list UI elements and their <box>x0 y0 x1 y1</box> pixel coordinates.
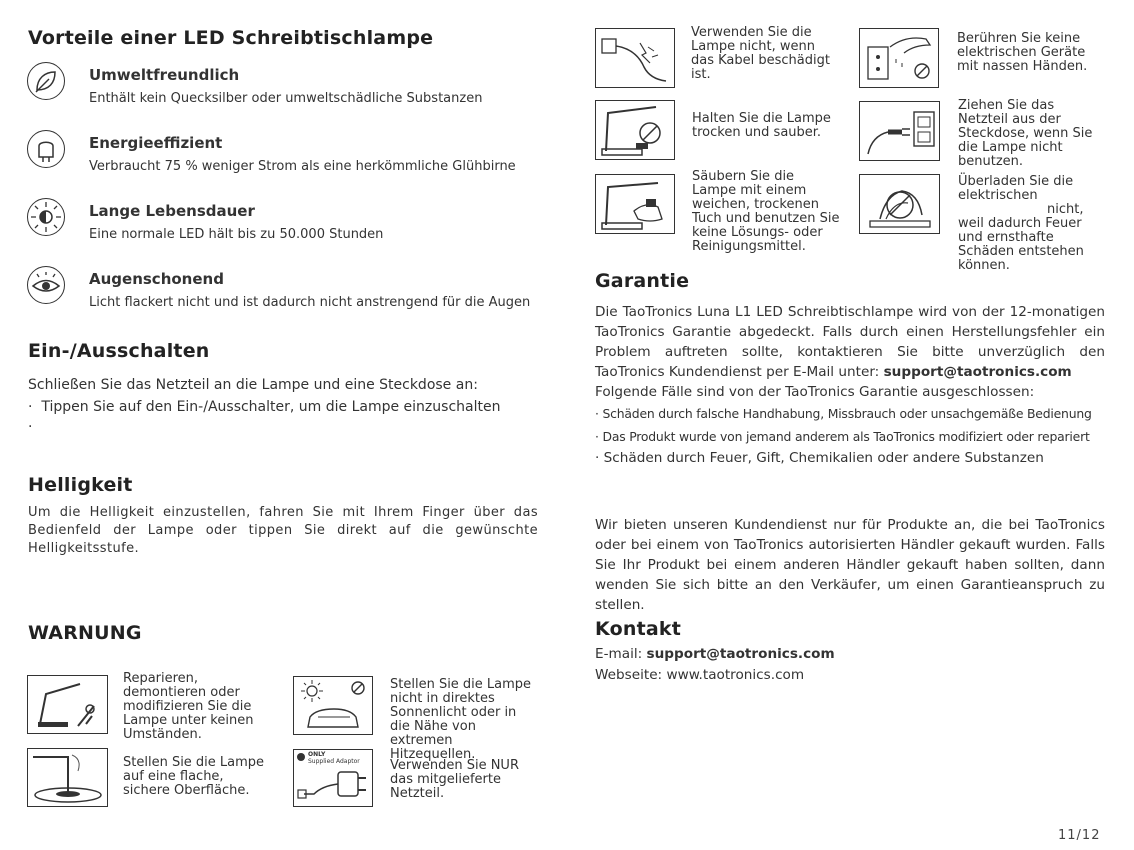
damaged-cable-icon <box>595 28 675 88</box>
warning-text: Verwenden Sie NUR das mitgelieferte Netzteil. <box>390 758 519 801</box>
guarantee-paragraph-2: Wir bieten unseren Kundendienst nur für Produkte an, die bei TaoTronics oder bei einem von TaoTronics autorisierten Händler gekauft wurden. Falls Sie Ihr Produkt bei einem anderen Händler gekauft haben sollten, dann wenden Sie sich bitte an den Verkäufer, um einen Garantieanspruch zu stellen. <box>595 517 1105 613</box>
excluded-item: · Schäden durch falsche Handhabung, Missbrauch oder unsachgemäße Bedienung <box>595 406 1092 421</box>
guarantee-paragraph <box>595 302 1105 382</box>
section-title-advantages: Vorteile einer LED Schreibtischlampe <box>28 27 434 49</box>
warning-text: Verwenden Sie die Lampe nicht, wenn das Kabel beschädigt ist. <box>691 25 830 82</box>
warning-text: Reparieren, demontieren oder modifizieren Sie die Lampe unter keinen Umständen. <box>123 671 254 742</box>
plug-icon <box>27 130 65 168</box>
warning-text: Säubern Sie die Lampe mit einem weichen, trockenen Tuch und benutzen Sie keine Lösungs- oder Reinigungsmittel. <box>692 169 840 254</box>
lamp-repair-icon <box>27 675 108 734</box>
guarantee-text: Die TaoTronics Luna L1 LED Schreibtischlampe wird von der 12-monatigen TaoTronics Garantie abgedeckt. Falls durch einen Herstellungsfehler ein Problem auftreten sollte, kontaktieren Sie bitte unverzüglich den TaoTronics Kundendienst per E-Mail unter: <box>595 304 1105 380</box>
warning-text: Überladen Sie die elektrischen <box>958 174 1074 203</box>
sun-icon <box>27 198 65 236</box>
contact-email-label: E-mail: <box>595 646 647 662</box>
guarantee-email: support@taotronics.com <box>883 364 1072 380</box>
excluded-item-text: Das Produkt wurde von jemand anderem als TaoTronics modifiziert oder repariert <box>602 429 1090 444</box>
section-title-guarantee: Garantie <box>595 270 690 292</box>
lamp-dry-icon <box>595 100 675 160</box>
wet-hands-icon <box>859 28 939 88</box>
info-dot-icon <box>297 753 305 761</box>
unplug-icon <box>859 101 940 161</box>
onoff-bullet: · Tippen Sie auf den Ein-/Ausschalter, um die Lampe einzuschalten <box>28 399 501 415</box>
page-number: 11/12 <box>1058 828 1101 843</box>
warning-text: Stellen Sie die Lampe nicht in direktes Sonnenlicht oder in die Nähe von extremen Hitzequellen. <box>390 677 532 762</box>
leaf-icon <box>27 62 65 100</box>
overload-icon <box>859 174 940 234</box>
warning-text: Stellen Sie die Lampe auf eine flache, sichere Oberfläche. <box>123 755 265 798</box>
feature-text: Licht flackert nicht und ist dadurch nicht anstrengend für die Augen <box>89 295 531 310</box>
onoff-intro: Schließen Sie das Netzteil an die Lampe und eine Steckdose an: <box>28 377 478 393</box>
adapter-badge-line2: Supplied Adaptor <box>308 758 360 765</box>
warning-text: Ziehen Sie das Netzteil aus der Steckdose, wenn Sie die Lampe nicht benutzen. <box>958 98 1093 169</box>
warning-text: nicht, weil dadurch Feuer und ernsthafte Schäden entstehen können. <box>958 202 1084 273</box>
warning-text: Halten Sie die Lampe trocken und sauber. <box>692 111 831 140</box>
feature-text: Eine normale LED hält bis zu 50.000 Stunden <box>89 227 384 242</box>
excluded-item: · Das Produkt wurde von jemand anderem als TaoTronics modifiziert oder repariert <box>595 429 1090 444</box>
section-title-onoff: Ein-/Ausschalten <box>28 340 210 362</box>
adapter-badge-line1: ONLY <box>308 751 326 758</box>
lamp-clean-icon <box>595 174 675 234</box>
sun-car-icon <box>293 676 373 735</box>
section-title-contact: Kontakt <box>595 618 681 640</box>
section-title-brightness: Helligkeit <box>28 474 133 496</box>
feature-heading: Lange Lebensdauer <box>89 202 255 220</box>
feature-text: Verbraucht 75 % weniger Strom als eine herkömmliche Glühbirne <box>89 159 516 174</box>
feature-heading: Augenschonend <box>89 270 224 288</box>
excluded-item-text: Schäden durch Feuer, Gift, Chemikalien oder andere Substanzen <box>603 450 1044 466</box>
excluded-item: · Schäden durch Feuer, Gift, Chemikalien oder andere Substanzen <box>595 450 1044 466</box>
onoff-bullet-text: Tippen Sie auf den Ein-/Ausschalter, um die Lampe einzuschalten <box>41 399 501 415</box>
contact-email-link[interactable]: support@taotronics.com <box>646 646 835 662</box>
feature-heading: Energieeffizient <box>89 134 223 152</box>
warning-text: Berühren Sie keine elektrischen Geräte mit nassen Händen. <box>957 31 1088 74</box>
contact-email <box>595 645 835 663</box>
contact-website[interactable]: Webseite: www.taotronics.com <box>595 667 805 683</box>
brightness-text: Um die Helligkeit einzustellen, fahren Sie mit Ihrem Finger über das Bedienfeld der Lampe oder tippen Sie direkt auf die gewünschte Helligkeitsstufe. <box>28 505 538 556</box>
excluded-item-text: Schäden durch falsche Handhabung, Missbrauch oder unsachgemäße Bedienung <box>602 406 1092 421</box>
feature-text: Enthält kein Quecksilber oder umweltschädliche Substanzen <box>89 91 483 106</box>
onoff-bullet: · <box>28 419 42 435</box>
excluded-intro: Folgende Fälle sind von der TaoTronics Garantie ausgeschlossen: <box>595 384 1035 400</box>
eye-icon <box>27 266 65 304</box>
flat-surface-icon <box>27 748 108 807</box>
feature-heading: Umweltfreundlich <box>89 66 240 84</box>
adapter-icon <box>293 749 373 807</box>
section-title-warning: WARNUNG <box>28 622 142 644</box>
